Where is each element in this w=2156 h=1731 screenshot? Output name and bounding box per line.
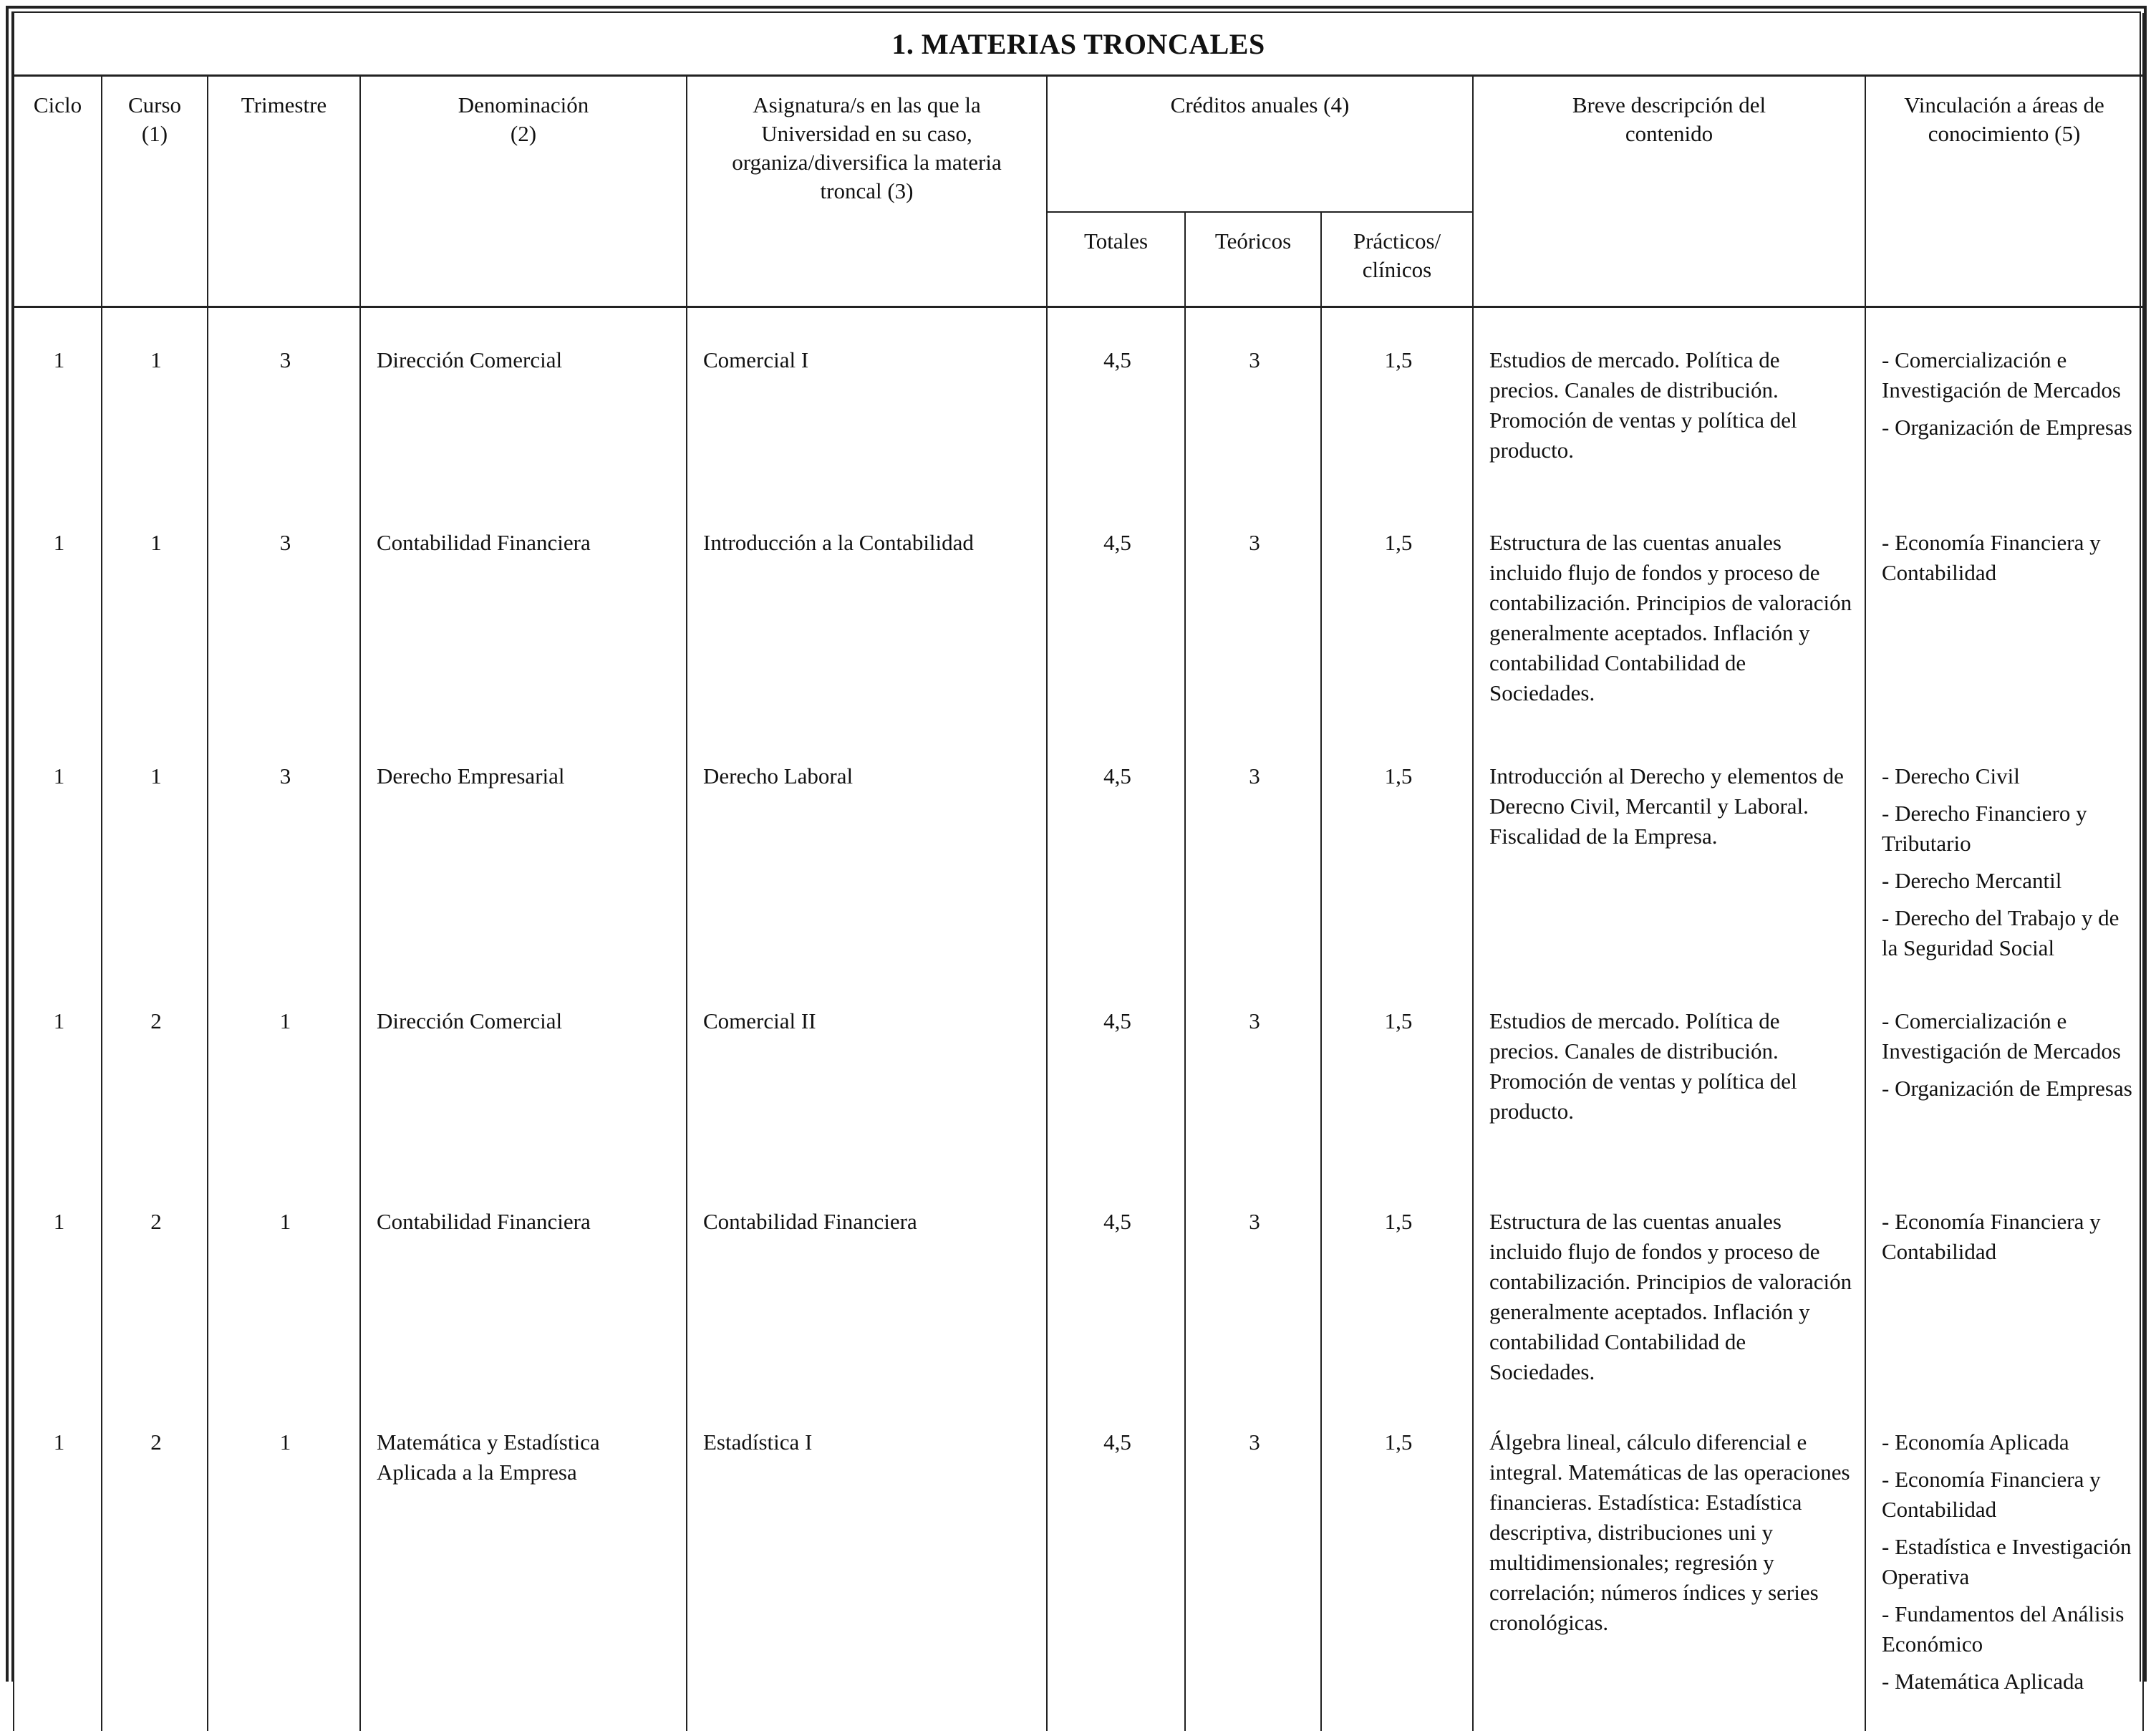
asignatura-value: Estadística I: [703, 1429, 813, 1455]
header-ciclo: Ciclo: [14, 76, 102, 307]
totales-value: 4,5: [1103, 529, 1131, 555]
curso-value: 1: [150, 347, 162, 372]
asignatura-value: Contabilidad Financiera: [703, 1208, 917, 1234]
cell-asignatura: [687, 965, 1047, 1180]
cell-practicos: [1321, 1180, 1473, 1402]
teoricos-value: 3: [1249, 1208, 1260, 1234]
trimestre-value: 1: [279, 1208, 291, 1234]
cell-descripcion: [1473, 965, 1865, 1180]
area-item: - Matemática Aplicada: [1882, 1668, 2084, 1694]
areas-list: [1866, 1006, 2142, 1104]
totales-value: 4,5: [1103, 1429, 1131, 1455]
ciclo-value: 1: [53, 529, 65, 555]
area-item: - Economía Financiera y Contabilidad: [1882, 529, 2101, 585]
header-curso: Curso (1): [102, 76, 208, 307]
cell-trimestre: [208, 1402, 360, 1731]
cell-totales: [1047, 965, 1185, 1180]
cell-curso: [102, 502, 208, 741]
area-item: - Estadística e Investigación Operativa: [1882, 1533, 2132, 1589]
area-item: - Organización de Empresas: [1882, 415, 2132, 440]
trimestre-value: 1: [279, 1429, 291, 1455]
ciclo-value: 1: [53, 763, 65, 789]
curso-value: 2: [150, 1208, 162, 1234]
cell-trimestre: [208, 1180, 360, 1402]
trimestre-value: 3: [279, 529, 291, 555]
cell-denominacion: [360, 965, 687, 1180]
denominacion-value: Matemática y Estadística Aplicada a la Empresa: [377, 1429, 600, 1485]
asignatura-value: Comercial I: [703, 347, 809, 372]
asignatura-value: Introducción a la Contabilidad: [703, 529, 974, 555]
header-practicos: Prácticos/ clínicos: [1321, 212, 1473, 307]
areas-list: [1866, 761, 2142, 963]
cell-totales: [1047, 1180, 1185, 1402]
cell-teoricos: [1185, 307, 1321, 502]
cell-ciclo: [14, 965, 102, 1180]
cell-practicos: [1321, 965, 1473, 1180]
areas-list: [1866, 345, 2142, 443]
cell-descripcion: [1473, 1180, 1865, 1402]
header-asignatura: Asignatura/s en las que la Universidad en su caso, organiza/diversifica la materia troncal (3): [687, 76, 1047, 307]
areas-list: [1866, 1207, 2142, 1267]
cell-denominacion: [360, 502, 687, 741]
document-page: [6, 6, 2147, 1694]
cell-totales: [1047, 741, 1185, 965]
table-row: [14, 502, 2143, 741]
cell-curso: [102, 1402, 208, 1731]
teoricos-value: 3: [1249, 1008, 1260, 1033]
cell-curso: [102, 741, 208, 965]
cell-vinculacion: [1865, 1402, 2143, 1731]
areas-list: [1866, 528, 2142, 588]
ciclo-value: 1: [53, 1208, 65, 1234]
cell-teoricos: [1185, 1180, 1321, 1402]
ciclo-value: 1: [53, 347, 65, 372]
cell-teoricos: [1185, 502, 1321, 741]
cell-vinculacion: [1865, 502, 2143, 741]
trimestre-value: 3: [279, 347, 291, 372]
area-item: - Derecho Mercantil: [1882, 867, 2062, 893]
header-vinculacion: Vinculación a áreas de conocimiento (5): [1865, 76, 2143, 307]
descripcion-value: Álgebra lineal, cálculo diferencial e integral. Matemáticas de las operaciones financieras. Estadística: Estadística descriptiva, distribuciones uni y multidimensionales; regresión y correlación; números índices y series cronológicas.: [1489, 1429, 1850, 1635]
totales-value: 4,5: [1103, 347, 1131, 372]
area-item: - Comercialización e Investigación de Mercados: [1882, 347, 2121, 402]
curso-value: 1: [150, 529, 162, 555]
cell-asignatura: [687, 307, 1047, 502]
ciclo-value: 1: [53, 1008, 65, 1033]
cell-asignatura: [687, 1180, 1047, 1402]
descripcion-value: Estructura de las cuentas anuales incluido flujo de fondos y proceso de contabilización. Principios de valoración generalmente aceptados. Inflación y contabilidad Contabilidad de Sociedades.: [1489, 529, 1852, 705]
header-totales: Totales: [1047, 212, 1185, 307]
descripcion-value: Estudios de mercado. Política de precios. Canales de distribución. Promoción de ventas y política del producto.: [1489, 1008, 1797, 1124]
cell-descripcion: [1473, 307, 1865, 502]
descripcion-value: Estructura de las cuentas anuales incluido flujo de fondos y proceso de contabilización. Principios de valoración generalmente aceptados. Inflación y contabilidad Contabilidad de Sociedades.: [1489, 1208, 1852, 1384]
asignatura-value: Comercial II: [703, 1008, 816, 1033]
area-item: - Economía Aplicada: [1882, 1429, 2069, 1455]
cell-curso: [102, 307, 208, 502]
totales-value: 4,5: [1103, 763, 1131, 789]
denominacion-value: Derecho Empresarial: [377, 763, 565, 789]
table-row: [14, 741, 2143, 965]
teoricos-value: 3: [1249, 763, 1260, 789]
teoricos-value: 3: [1249, 529, 1260, 555]
cell-teoricos: [1185, 741, 1321, 965]
trimestre-value: 3: [279, 763, 291, 789]
cell-vinculacion: [1865, 965, 2143, 1180]
totales-value: 4,5: [1103, 1208, 1131, 1234]
area-item: - Derecho del Trabajo y de la Seguridad Social: [1882, 905, 2119, 960]
area-item: - Comercialización e Investigación de Mercados: [1882, 1008, 2121, 1064]
cell-descripcion: [1473, 502, 1865, 741]
cell-descripcion: [1473, 741, 1865, 965]
areas-list: [1866, 1427, 2142, 1697]
header-trimestre: Trimestre: [208, 76, 360, 307]
practicos-value: 1,5: [1384, 763, 1413, 789]
table-row: [14, 1402, 2143, 1731]
teoricos-value: 3: [1249, 1429, 1260, 1455]
descripcion-value: Estudios de mercado. Política de precios. Canales de distribución. Promoción de ventas y política del producto.: [1489, 347, 1797, 463]
table-row: [14, 965, 2143, 1180]
cell-teoricos: [1185, 965, 1321, 1180]
cell-vinculacion: [1865, 1180, 2143, 1402]
ciclo-value: 1: [53, 1429, 65, 1455]
cell-denominacion: [360, 307, 687, 502]
cell-practicos: [1321, 741, 1473, 965]
area-item: - Organización de Empresas: [1882, 1075, 2132, 1101]
cell-practicos: [1321, 307, 1473, 502]
cell-curso: [102, 965, 208, 1180]
practicos-value: 1,5: [1384, 347, 1413, 372]
curso-value: 2: [150, 1429, 162, 1455]
practicos-value: 1,5: [1384, 1008, 1413, 1033]
cell-ciclo: [14, 1402, 102, 1731]
table-row: [14, 307, 2143, 502]
cell-totales: [1047, 502, 1185, 741]
cell-ciclo: [14, 741, 102, 965]
area-item: - Derecho Civil: [1882, 763, 2020, 789]
teoricos-value: 3: [1249, 347, 1260, 372]
cell-denominacion: [360, 741, 687, 965]
table-row: [14, 1180, 2143, 1402]
trimestre-value: 1: [279, 1008, 291, 1033]
area-item: - Fundamentos del Análisis Económico: [1882, 1601, 2124, 1657]
denominacion-value: Dirección Comercial: [377, 1008, 563, 1033]
cell-trimestre: [208, 502, 360, 741]
denominacion-value: Dirección Comercial: [377, 347, 563, 372]
cell-denominacion: [360, 1402, 687, 1731]
curso-value: 2: [150, 1008, 162, 1033]
cell-vinculacion: [1865, 307, 2143, 502]
cell-ciclo: [14, 1180, 102, 1402]
cell-ciclo: [14, 502, 102, 741]
cell-trimestre: [208, 307, 360, 502]
cell-totales: [1047, 307, 1185, 502]
header-descripcion: Breve descripción del contenido: [1473, 76, 1865, 307]
cell-totales: [1047, 1402, 1185, 1731]
materias-troncales-table: [13, 13, 2144, 1731]
cell-ciclo: [14, 307, 102, 502]
denominacion-value: Contabilidad Financiera: [377, 1208, 591, 1234]
cell-denominacion: [360, 1180, 687, 1402]
cell-asignatura: [687, 741, 1047, 965]
curso-value: 1: [150, 763, 162, 789]
cell-practicos: [1321, 502, 1473, 741]
header-denominacion: Denominación (2): [360, 76, 687, 307]
area-item: - Economía Financiera y Contabilidad: [1882, 1208, 2101, 1264]
descripcion-value: Introducción al Derecho y elementos de Derecno Civil, Mercantil y Laboral. Fiscalidad de la Empresa.: [1489, 763, 1844, 849]
area-item: - Derecho Financiero y Tributario: [1882, 800, 2087, 856]
cell-asignatura: [687, 1402, 1047, 1731]
header-creditos: Créditos anuales (4): [1047, 76, 1473, 213]
area-item: - Economía Financiera y Contabilidad: [1882, 1466, 2101, 1522]
totales-value: 4,5: [1103, 1008, 1131, 1033]
cell-curso: [102, 1180, 208, 1402]
asignatura-value: Derecho Laboral: [703, 763, 854, 789]
cell-descripcion: [1473, 1402, 1865, 1731]
table-title: 1. MATERIAS TRONCALES: [14, 13, 2143, 76]
cell-trimestre: [208, 965, 360, 1180]
practicos-value: 1,5: [1384, 1429, 1413, 1455]
cell-practicos: [1321, 1402, 1473, 1731]
cell-teoricos: [1185, 1402, 1321, 1731]
practicos-value: 1,5: [1384, 529, 1413, 555]
denominacion-value: Contabilidad Financiera: [377, 529, 591, 555]
cell-asignatura: [687, 502, 1047, 741]
practicos-value: 1,5: [1384, 1208, 1413, 1234]
cell-trimestre: [208, 741, 360, 965]
header-teoricos: Teóricos: [1185, 212, 1321, 307]
cell-vinculacion: [1865, 741, 2143, 965]
